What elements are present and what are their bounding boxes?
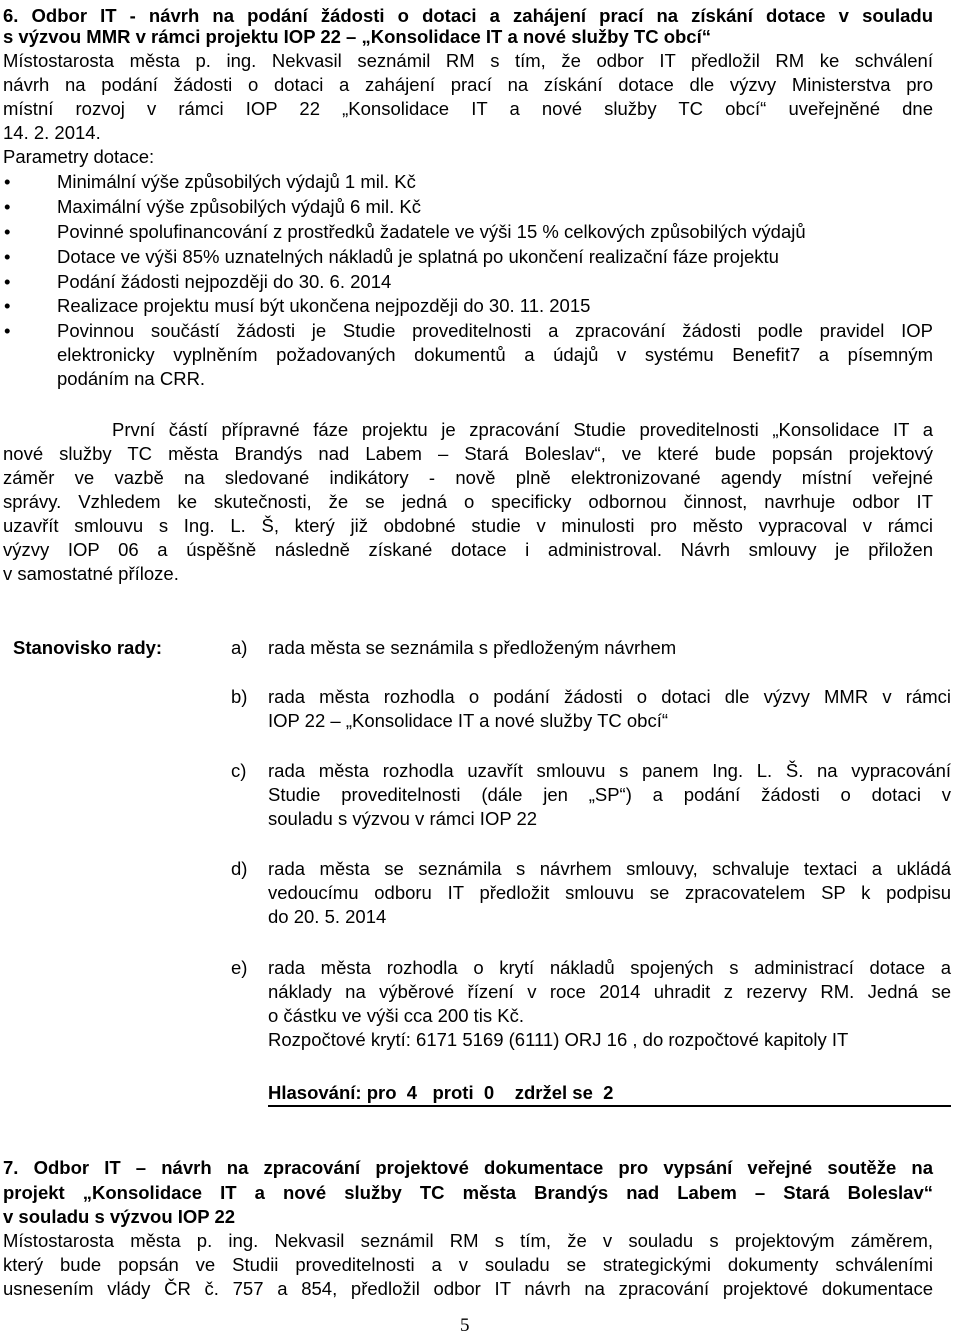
intro-line-3: místní rozvoj v rámci IOP 22 „Konsolidace IT a nové služby TC obcí“ uveřejněné dne [3,98,933,119]
option-a-line-1: rada města se seznámila s předloženým návrhem [268,637,677,658]
paragraph-line-5: uzavřít smlouvu s Ing. L. Š, který již obdobné studie v minulosti pro město vypracoval v rámci [3,515,933,536]
stanovisko-label: Stanovisko rady: [13,637,163,658]
bullet-text: Povinnou součástí žádosti je Studie proveditelnosti a zpracování žádosti podle pravidel IOP [57,320,933,341]
intro-line-1: Místostarosta města p. ing. Nekvasil seznámil RM s tím, že odbor IT předložil RM ke schválení [3,50,933,71]
option-letter-b: b) [231,686,248,707]
option-d-line-1: rada města se seznámila s návrhem smlouvy, schvaluje textaci a ukládá [268,858,951,879]
option-c-line-3: souladu s výzvou v rámci IOP 22 [268,808,538,829]
option-letter-c: c) [231,760,247,781]
bullet-icon: • [4,246,11,267]
bullet-icon: • [4,171,11,192]
option-e-line-4: Rozpočtové krytí: 6171 5169 (6111) ORJ 16 , do rozpočtové kapitoly IT [268,1029,849,1050]
section-7-heading-line-2: projekt „Konsolidace IT a nové služby TC města Brandýs nad Labem – Stará Boleslav“ [3,1182,933,1203]
section-6-heading-line-1: 6. Odbor IT - návrh na podání žádosti o dotaci a zahájení prací na získání dotace v souladu [3,5,933,26]
section-7-body-line-2: který bude popsán ve Studii proveditelnosti a v souladu se strategickými dokumenty schváleními [3,1254,933,1275]
paragraph-line-7: v samostatné příloze. [3,563,179,584]
paragraph-line-2: nové služby TC města Brandýs nad Labem – Stará Boleslav“, ve které bude popsán projektový [3,443,933,464]
section-7-body-line-1: Místostarosta města p. ing. Nekvasil seznámil RM s tím, že v souladu s projektovým záměrem, [3,1230,933,1251]
bullet-text: Povinné spolufinancování z prostředků žadatele ve výši 15 % celkových způsobilých výdajů [57,221,806,242]
option-letter-a: a) [231,637,248,658]
option-b-line-1: rada města rozhodla o podání žádosti o dotaci dle výzvy MMR v rámci [268,686,951,707]
section-7-heading-line-3: v souladu s výzvou IOP 22 [3,1206,236,1227]
section-6-heading-line-2: s výzvou MMR v rámci projektu IOP 22 – „Konsolidace IT a nové služby TC obcí“ [3,26,711,47]
paragraph-line-1: První částí přípravné fáze projektu je zpracování Studie proveditelnosti „Konsolidace IT a [3,419,933,440]
bullet-continuation-line-2: podáním na CRR. [57,368,206,389]
option-d-line-2: vedoucímu odboru IT předložit smlouvu se zpracovatelem SP k podpisu [268,882,951,903]
paragraph-line-4: správy. Vzhledem ke skutečnosti, že se jedná o specificky odbornou činnost, navrhuje odbor IT [3,491,933,512]
section-7-heading-line-1: 7. Odbor IT – návrh na zpracování projektové dokumentace pro vypsání veřejné soutěže na [3,1157,933,1178]
option-c-line-1: rada města rozhodla uzavřít smlouvu s panem Ing. L. Š. na vypracování [268,760,951,781]
bullet-text: Minimální výše způsobilých výdajů 1 mil. Kč [57,171,416,192]
option-e-line-3: o částku ve výši cca 200 tis Kč. [268,1005,525,1026]
intro-line-2: návrh na podání žádosti o dotaci a zahájení prací na získání dotace dle výzvy Ministerstva pro [3,74,933,95]
bullet-continuation-line-1: elektronicky vyplněním požadovaných dokumentů a údajů v systému Benefit7 a písemným [57,344,933,365]
option-e-line-2: náklady na výběrové řízení v roce 2014 uhradit z rezervy RM. Jedná se [268,981,951,1002]
option-b-line-2: IOP 22 – „Konsolidace IT a nové služby TC obcí“ [268,710,669,731]
section-7-body-line-3: usnesením vlády ČR č. 757 a 854, předložil odbor IT návrh na zpracování projektové dokumentace [3,1278,933,1299]
option-letter-d: d) [231,858,248,879]
bullet-icon: • [4,196,11,217]
bullet-text: Podání žádosti nejpozději do 30. 6. 2014 [57,271,392,292]
paragraph-line-6: výzvy IOP 06 a úspěšně následně získané dotace i administroval. Návrh smlouvy je přiložen [3,539,933,560]
voting-underline [268,1105,951,1107]
intro-line-4: 14. 2. 2014. [3,122,101,143]
page-number: 5 [460,1315,470,1336]
option-d-line-3: do 20. 5. 2014 [268,906,387,927]
params-title: Parametry dotace: [3,146,155,167]
option-e-line-1: rada města rozhodla o krytí nákladů spojených s administrací dotace a [268,957,951,978]
option-c-line-2: Studie proveditelnosti (dále jen „SP“) a podání žádosti o dotaci v [268,784,951,805]
bullet-text: Maximální výše způsobilých výdajů 6 mil. Kč [57,196,421,217]
bullet-text: Realizace projektu musí být ukončena nejpozději do 30. 11. 2015 [57,295,591,316]
bullet-icon: • [4,320,11,341]
paragraph-line-3: záměr ve vazbě na sledované indikátory - nově plně elektronizované agendy místní veřejné [3,467,933,488]
option-letter-e: e) [231,957,248,978]
bullet-icon: • [4,221,11,242]
voting-result: Hlasování: pro 4 proti 0 zdržel se 2 [268,1082,614,1103]
bullet-icon: • [4,295,11,316]
bullet-text: Dotace ve výši 85% uznatelných nákladů je splatná po ukončení realizační fáze projektu [57,246,779,267]
bullet-icon: • [4,271,11,292]
